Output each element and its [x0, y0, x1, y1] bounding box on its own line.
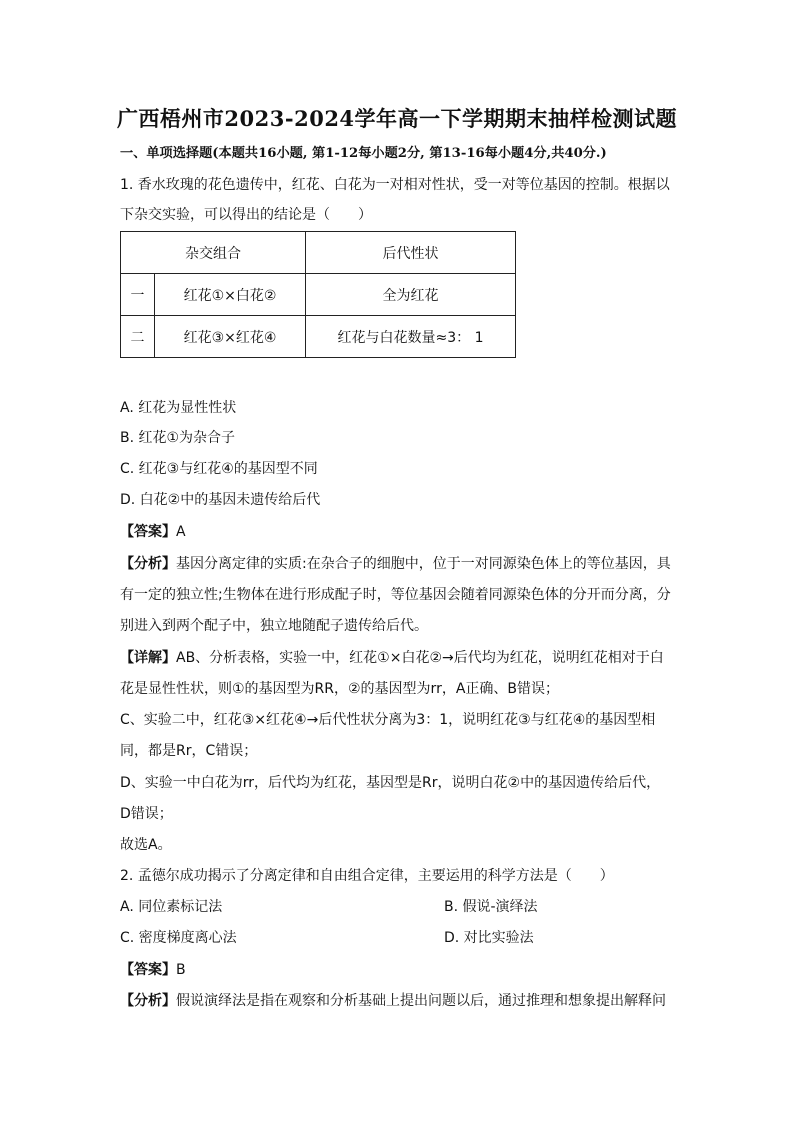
answer-label: 【答案】 [120, 962, 176, 978]
answer-value: A [176, 524, 186, 540]
table-header-row [121, 232, 516, 274]
q2-option-c: C. 密度梯度离心法 [120, 930, 237, 946]
q1-detail-line-1 [120, 648, 680, 668]
q1-cross-table [120, 231, 516, 358]
page-title: 广西梧州市2023-2024学年高一下学期期末抽样检测试题 [116, 106, 678, 131]
q1-option-d: D. 白花②中的基因未遗传给后代 [120, 492, 321, 508]
q1-detail-line-4: 同，都是Rr，C错误； [120, 743, 258, 759]
q2-stem: 2. 孟德尔成功揭示了分离定律和自由组合定律，主要运用的科学方法是（ ） [120, 868, 614, 884]
q2-analysis-line-1 [120, 991, 680, 1011]
q2-answer [120, 960, 680, 980]
table-row [121, 316, 516, 358]
analysis-label: 【分析】 [120, 556, 176, 572]
q1-detail-line-5: D、实验一中白花为rr，后代均为红花，基因型是Rr，说明白花②中的基因遗传给后代， [120, 775, 661, 791]
detail-text: AB、分析表格，实验一中，红花①×白花②→后代均为红花，说明红花相对于白 [176, 650, 664, 666]
answer-label: 【答案】 [120, 524, 176, 540]
table-cell-offspring: 红花与白花数量≈3： 1 [306, 316, 516, 358]
q2-option-d: D. 对比实验法 [444, 930, 534, 946]
table-header-offspring: 后代性状 [306, 232, 516, 274]
analysis-label: 【分析】 [120, 993, 176, 1009]
table-header-cross: 杂交组合 [121, 232, 306, 274]
q2-option-b: B. 假说-演绎法 [444, 899, 538, 915]
section-header: 一、单项选择题(本题共16小题, 第1-12每小题2分, 第13-16每小题4分,共40分.) [120, 146, 607, 161]
answer-value: B [176, 962, 186, 978]
q1-analysis-line-3: 别进入到两个配子中，独立地随配子遗传给后代。 [120, 618, 428, 634]
q1-analysis-line-2: 有一定的独立性;生物体在进行形成配子时，等位基因会随着同源染色体的分开而分离，分 [120, 587, 671, 603]
table-cell-offspring: 全为红花 [306, 274, 516, 316]
q1-detail-line-3: C、实验二中，红花③×红花④→后代性状分离为3：1，说明红花③与红花④的基因型相 [120, 712, 656, 728]
detail-label: 【详解】 [120, 650, 176, 666]
table-cell-cross: 红花③×红花④ [155, 316, 306, 358]
table-row [121, 274, 516, 316]
table-cell-num: 一 [121, 274, 155, 316]
analysis-text: 假说演绎法是指在观察和分析基础上提出问题以后，通过推理和想象提出解释问 [176, 993, 666, 1009]
q1-option-c: C. 红花③与红花④的基因型不同 [120, 461, 318, 477]
q1-detail-line-6: D错误； [120, 806, 173, 822]
table-cell-num: 二 [121, 316, 155, 358]
q1-detail-line-2: 花是显性性状，则①的基因型为RR，②的基因型为rr，A正确、B错误； [120, 681, 560, 697]
q1-stem-line-2: 下杂交实验，可以得出的结论是（ ） [120, 207, 372, 223]
q1-answer [120, 522, 680, 542]
q1-detail-line-7: 故选A。 [120, 837, 172, 853]
q1-analysis-line-1 [120, 554, 680, 574]
analysis-text: 基因分离定律的实质:在杂合子的细胞中，位于一对同源染色体上的等位基因，具 [176, 556, 671, 572]
q1-option-a: A. 红花为显性性状 [120, 400, 237, 416]
q1-stem-line-1: 1. 香水玫瑰的花色遗传中，红花、白花为一对相对性状，受一对等位基因的控制。根据以 [120, 177, 670, 193]
q1-option-b: B. 红花①为杂合子 [120, 430, 236, 446]
table-cell-cross: 红花①×白花② [155, 274, 306, 316]
q2-option-a: A. 同位素标记法 [120, 899, 223, 915]
